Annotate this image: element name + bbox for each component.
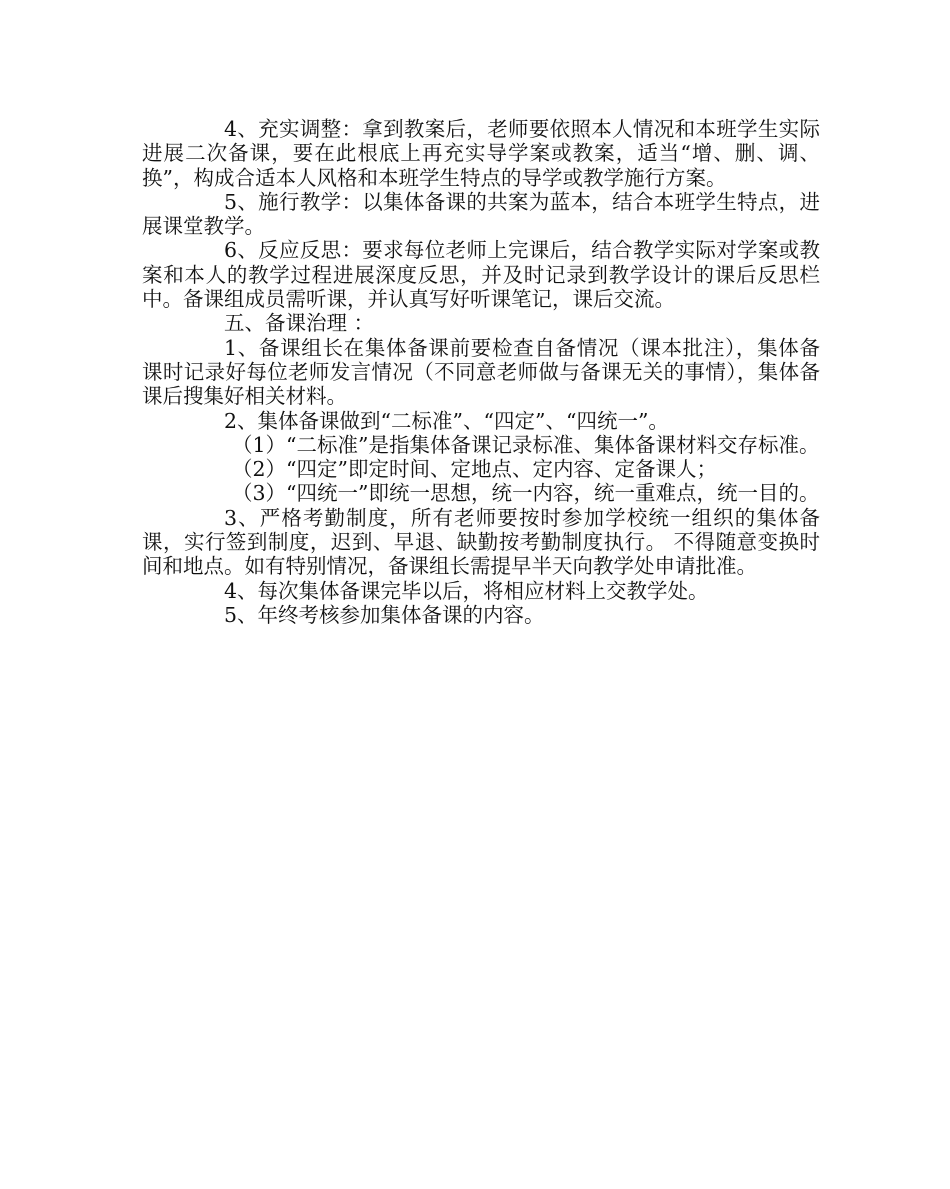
paragraph-adjustment: 4、充实调整：拿到教案后，老师要依照本人情况和本班学生实际进展二次备课，要在此根底上再充实导学案或教案，适当“增、删、调、换”，构成合适本人风格和本班学生特点的导学或教学施行方案。 [142,117,820,190]
paragraph-attendance: 3、严格考勤制度，所有老师要按时参加学校统一组织的集体备课，实行签到制度，迟到、早退、缺勤按考勤制度执行。 不得随意变换时间和地点。如有特别情况，备课组长需提早半天向教学处申请批准。 [142,505,820,579]
paragraph-two-standards: （1）“二标准”是指集体备课记录标准、集体备课材料交存标准。 [232,432,820,457]
paragraph-standards: 2、集体备课做到“二标准”、“四定”、“四统一”。 [224,408,669,433]
paragraph-group-leader: 1、备课组长在集体备课前要检查自备情况（课本批注），集体备课时记录好每位老师发言情况（不同意老师做与备课无关的事情），集体备课后搜集好相关材料。 [142,335,820,409]
paragraph-four-fixed: （2）“四定”即定时间、定地点、定内容、定备课人； [232,457,718,482]
paragraph-reflection: 6、反应反思：要求每位老师上完课后，结合教学实际对学案或教案和本人的教学过程进展深度反思，并及时记录到教学设计的课后反思栏中。备课组成员需听课，并认真写好听课笔记，课后交流。 [142,238,820,312]
section-heading-management: 五、备课治理 ： [224,311,375,336]
paragraph-teaching: 5、施行教学：以集体备课的共案为蓝本，结合本班学生特点，进展课堂教学。 [142,189,820,239]
document-body [142,117,820,627]
paragraph-assessment: 5、年终考核参加集体备课的内容。 [224,602,545,627]
paragraph-four-unified: （3）“四统一”即统一思想，统一内容，统一重难点，统一目的。 [232,481,820,506]
paragraph-materials: 4、每次集体备课完毕以后，将相应材料上交教学处。 [224,578,709,603]
